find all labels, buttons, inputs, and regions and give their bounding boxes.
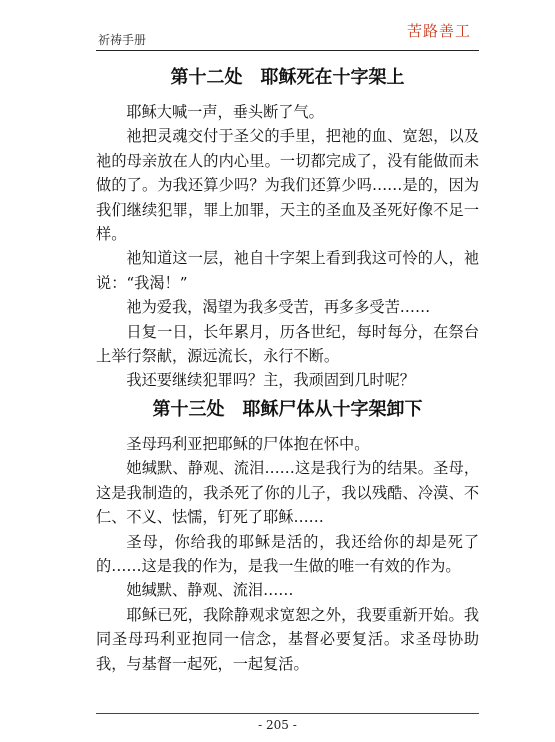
paragraph: 圣母，你给我的耶稣是活的，我还给你的却是死了的……这是我的作为，是我一生做的唯一有效的作为。	[96, 532, 479, 576]
section-body	[96, 432, 479, 676]
paragraph: 祂把灵魂交付于圣父的手里，把祂的血、宽恕，以及祂的母亲放在人的内心里。一切都完成了，没有能做而未做的了。为我还算少吗？为我们还算少吗……是的，因为我们继续犯罪，罪上加罪，天主的圣血及圣死好像不足一样。	[96, 127, 479, 244]
paragraph: 祂知道这一层，祂自十字架上看到我这可怜的人，祂说：“我渴！”	[96, 249, 479, 292]
section-body	[96, 100, 479, 393]
paragraph: 祂为爱我，渴望为我多受苦，再多多受苦……	[126, 298, 431, 317]
paragraph: 她缄默、静观、流泪……	[126, 581, 294, 600]
paragraph: 她缄默、静观、流泪……这是我行为的结果。圣母，这是我制造的，我杀死了你的儿子，我以残酷、冷漠、不仁、不义、怯懦，钉死了耶稣……	[96, 459, 479, 527]
footer-rule	[96, 713, 479, 714]
paragraph: 我还要继续犯罪吗？主，我顽固到几时呢？	[126, 371, 415, 390]
header-rule	[96, 50, 479, 51]
paragraph: 耶稣已死，我除静观求宽恕之外，我要重新开始。我同圣母玛利亚抱同一信念，基督必要复活。求圣母协助我，与基督一起死，一起复活。	[96, 605, 479, 673]
paragraph: 日复一日，长年累月，历各世纪，每时每分，在祭台上举行祭献，源远流长，永行不断。	[96, 322, 479, 366]
paragraph: 圣母玛利亚把耶稣的尸体抱在怀中。	[126, 435, 370, 453]
section-title: 第十二处 耶稣死在十字架上	[170, 67, 405, 88]
header-book-title: 祈祷手册	[98, 33, 147, 47]
section-title: 第十三处 耶稣尸体从十字架卸下	[152, 399, 423, 420]
page-number: - 205 -	[258, 718, 297, 732]
paragraph: 耶稣大喊一声，垂头断了气。	[126, 103, 324, 121]
header-brand: 苦路善工	[406, 22, 471, 40]
